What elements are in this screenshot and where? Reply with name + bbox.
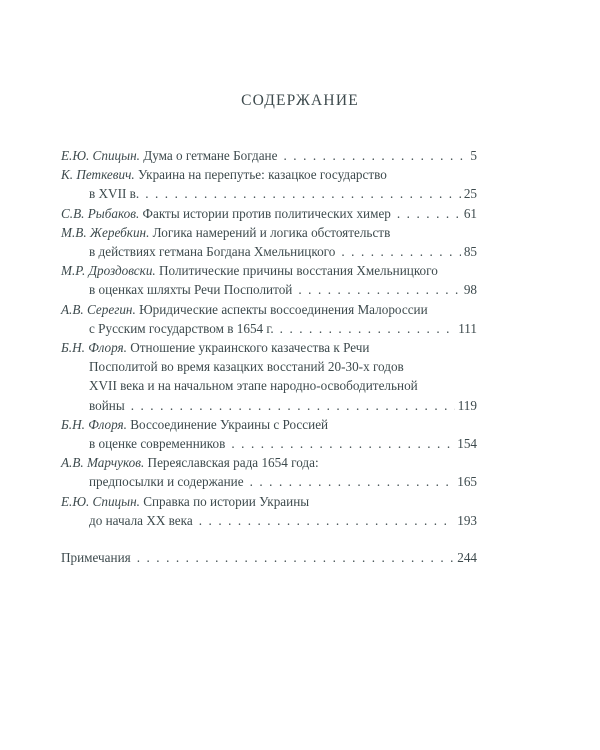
toc-page-number: 85: [463, 244, 477, 260]
toc-entry-spitsyn-spravka[interactable]: [61, 492, 477, 530]
toc-entry-florya-vossoedinenie[interactable]: [61, 415, 477, 453]
toc-entry-spitsyn-duma[interactable]: [61, 146, 477, 165]
toc-entry-drozdovski[interactable]: [61, 261, 477, 299]
toc-page-number: 193: [457, 512, 477, 528]
toc-entry-petkevich[interactable]: [61, 165, 477, 203]
toc-title-line: Политические причины восстания Хмельницкого: [159, 263, 438, 279]
toc-entry-marchukov[interactable]: [61, 453, 477, 491]
toc-author: М.Р. Дроздовски.: [61, 263, 156, 279]
toc-title-line: Украина на перепутье: казацкое государство: [137, 167, 387, 183]
toc-title-line: до начала XX века: [89, 512, 193, 528]
toc-title-line: Посполитой во время казацких восстаний 20-30-х годов: [89, 359, 404, 375]
toc-page-number: 154: [457, 436, 477, 452]
toc-author: А.В. Серегин.: [61, 301, 136, 317]
toc-entry-rybakov[interactable]: [61, 204, 477, 223]
toc-title-line: в XVII в.: [89, 186, 140, 202]
dot-leader: [137, 548, 455, 567]
toc-author: Б.Н. Флоря.: [61, 416, 127, 432]
toc-title-line: Отношение украинского казачества к Речи: [130, 340, 370, 356]
toc-author: А.В. Марчуков.: [61, 455, 145, 471]
dot-leader: [341, 242, 460, 261]
toc-title-line: Справка по истории Украины: [143, 493, 310, 509]
toc-page-number: 244: [457, 550, 477, 566]
toc-page-number: 119: [457, 397, 477, 413]
toc-entry-notes[interactable]: [61, 548, 477, 567]
dot-leader: [199, 511, 454, 530]
toc-entry-florya-otnoshenie[interactable]: [61, 338, 477, 415]
toc-title-line: Дума о гетмане Богдане: [143, 148, 278, 163]
table-of-contents: [61, 146, 477, 567]
toc-page-number: 61: [463, 205, 477, 221]
toc-title-line: Примечания: [61, 550, 131, 566]
toc-title-line: в оценке современников: [89, 436, 226, 452]
page-title: СОДЕРЖАНИЕ: [241, 92, 359, 109]
toc-page-number: 165: [457, 474, 477, 490]
toc-title-line: войны: [89, 397, 125, 413]
dot-leader: [298, 280, 460, 299]
toc-page-number: 98: [463, 282, 477, 298]
toc-page-number: 5: [470, 148, 477, 163]
dot-leader: [283, 146, 467, 165]
toc-author: С.В. Рыбаков.: [61, 205, 140, 221]
dot-leader: [250, 472, 455, 491]
toc-author: Б.Н. Флоря.: [61, 340, 127, 356]
toc-title-line: предпосылки и содержание: [89, 474, 244, 490]
dot-leader: [131, 396, 455, 415]
toc-title-line: XVII века и на начальном этапе народно-освободительной: [89, 378, 418, 394]
toc-author: М.В. Жеребкин.: [61, 224, 150, 240]
toc-title-line: в оценках шляхты Речи Посполитой: [89, 282, 293, 298]
toc-author: Е.Ю. Спицын.: [61, 493, 140, 509]
toc-title-line: в действиях гетмана Богдана Хмельницкого: [89, 244, 336, 260]
dot-leader: [280, 319, 456, 338]
toc-author: К. Петкевич.: [61, 167, 135, 183]
dot-leader: [145, 184, 461, 203]
dot-leader: [231, 434, 454, 453]
toc-title-line: Воссоединение Украины с Россией: [130, 416, 329, 432]
toc-page-number: 25: [463, 186, 477, 202]
toc-title-line: Юридические аспекты воссоединения Малороссии: [139, 301, 428, 317]
toc-title-line: Переяславская рада 1654 года:: [147, 455, 319, 471]
toc-title-line: Факты истории против политических химер: [142, 205, 391, 221]
toc-title-line: с Русским государством в 1654 г.: [89, 320, 274, 336]
toc-author: Е.Ю. Спицын.: [61, 148, 140, 163]
toc-title-line: Логика намерений и логика обстоятельств: [152, 224, 391, 240]
toc-entry-zherebkin[interactable]: [61, 223, 477, 261]
dot-leader: [397, 204, 461, 223]
toc-entry-seregin[interactable]: [61, 300, 477, 338]
toc-page-number: 111: [458, 320, 477, 336]
